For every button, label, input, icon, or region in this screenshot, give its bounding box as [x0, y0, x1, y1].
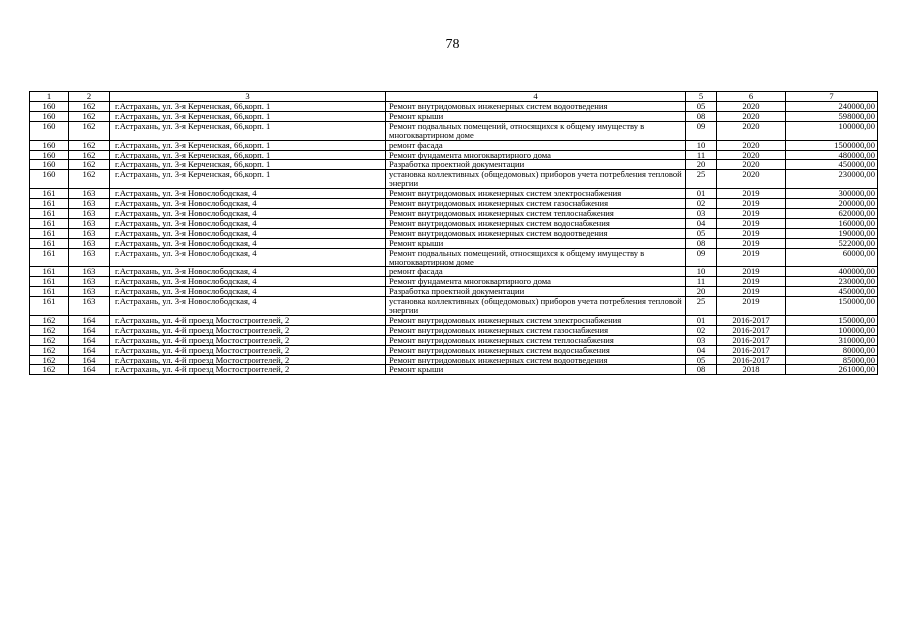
cell-house-number: 163 [69, 189, 110, 199]
cell-work-type: установка коллективных (общедомовых) приборов учета потребления тепловой энергии [386, 297, 686, 316]
column-header: 1 [30, 92, 69, 102]
cell-work-code: 03 [686, 335, 717, 345]
cell-address: г.Астрахань, ул. 3-я Новослободская, 4 [110, 189, 386, 199]
cell-address: г.Астрахань, ул. 4-й проезд Мостостроителей, 2 [110, 365, 386, 375]
cell-work-type: Ремонт внутридомовых инженерных систем газоснабжения [386, 199, 686, 209]
cell-work-code: 05 [686, 228, 717, 238]
cell-house-number: 164 [69, 355, 110, 365]
cell-period: 2016-2017 [717, 345, 786, 355]
cell-address: г.Астрахань, ул. 4-й проезд Мостостроителей, 2 [110, 345, 386, 355]
cell-row-number: 160 [30, 140, 69, 150]
cell-address: г.Астрахань, ул. 3-я Керченская, 66,корп. 1 [110, 111, 386, 121]
cell-house-number: 163 [69, 208, 110, 218]
cell-cost: 150000,00 [786, 315, 878, 325]
cell-house-number: 163 [69, 199, 110, 209]
cell-work-type: ремонт фасада [386, 140, 686, 150]
cell-cost: 85000,00 [786, 355, 878, 365]
cell-work-type: установка коллективных (общедомовых) приборов учета потребления тепловой энергии [386, 170, 686, 189]
cell-house-number: 163 [69, 238, 110, 248]
cell-work-code: 20 [686, 160, 717, 170]
table-row [30, 160, 878, 170]
cell-period: 2020 [717, 111, 786, 121]
cell-period: 2020 [717, 121, 786, 140]
cell-work-code: 10 [686, 267, 717, 277]
cell-address: г.Астрахань, ул. 3-я Новослободская, 4 [110, 277, 386, 287]
table-row [30, 111, 878, 121]
table-row [30, 365, 878, 375]
cell-address: г.Астрахань, ул. 3-я Керченская, 66,корп. 1 [110, 150, 386, 160]
cell-work-type: Ремонт внутридомовых инженерных систем теплоснабжения [386, 208, 686, 218]
cell-period: 2020 [717, 140, 786, 150]
cell-work-type: Ремонт внутридомовых инженерных систем водоотведения [386, 355, 686, 365]
column-header: 7 [786, 92, 878, 102]
table-row [30, 248, 878, 267]
cell-address: г.Астрахань, ул. 3-я Керченская, 66,корп. 1 [110, 170, 386, 189]
cell-period: 2019 [717, 228, 786, 238]
cell-house-number: 164 [69, 335, 110, 345]
cell-cost: 620000,00 [786, 208, 878, 218]
cell-row-number: 160 [30, 160, 69, 170]
cell-period: 2019 [717, 189, 786, 199]
cell-row-number: 162 [30, 315, 69, 325]
cell-address: г.Астрахань, ул. 3-я Новослободская, 4 [110, 248, 386, 267]
cell-row-number: 161 [30, 267, 69, 277]
column-header: 3 [110, 92, 386, 102]
table-row [30, 238, 878, 248]
cell-work-code: 08 [686, 111, 717, 121]
cell-work-code: 01 [686, 315, 717, 325]
cell-row-number: 161 [30, 189, 69, 199]
cell-work-type: Ремонт подвальных помещений, относящихся к общему имуществу в многоквартирном доме [386, 121, 686, 140]
table-row [30, 218, 878, 228]
cell-address: г.Астрахань, ул. 4-й проезд Мостостроителей, 2 [110, 315, 386, 325]
cell-work-code: 04 [686, 218, 717, 228]
cell-address: г.Астрахань, ул. 3-я Керченская, 66,корп. 1 [110, 102, 386, 112]
cell-cost: 190000,00 [786, 228, 878, 238]
cell-period: 2016-2017 [717, 315, 786, 325]
cell-work-type: Ремонт подвальных помещений, относящихся к общему имуществу в многоквартирном доме [386, 248, 686, 267]
cell-cost: 160000,00 [786, 218, 878, 228]
repair-schedule-table [29, 91, 878, 375]
cell-work-type: Ремонт внутридомовых инженерных систем электроснабжения [386, 315, 686, 325]
cell-cost: 400000,00 [786, 267, 878, 277]
cell-work-code: 02 [686, 199, 717, 209]
cell-work-type: Ремонт внутридомовых инженерных систем водоснабжения [386, 345, 686, 355]
cell-house-number: 163 [69, 267, 110, 277]
table-row [30, 102, 878, 112]
cell-cost: 230000,00 [786, 277, 878, 287]
cell-house-number: 164 [69, 315, 110, 325]
cell-work-type: Ремонт фундамента многоквартирного дома [386, 150, 686, 160]
cell-period: 2020 [717, 150, 786, 160]
cell-cost: 598000,00 [786, 111, 878, 121]
table-row [30, 287, 878, 297]
cell-cost: 240000,00 [786, 102, 878, 112]
cell-address: г.Астрахань, ул. 3-я Керченская, 66,корп. 1 [110, 160, 386, 170]
table-row [30, 335, 878, 345]
cell-house-number: 164 [69, 365, 110, 375]
cell-work-code: 09 [686, 121, 717, 140]
cell-row-number: 160 [30, 170, 69, 189]
cell-work-code: 11 [686, 150, 717, 160]
table-row [30, 228, 878, 238]
cell-work-type: Ремонт внутридомовых инженерных систем водоснабжения [386, 218, 686, 228]
column-header: 6 [717, 92, 786, 102]
cell-work-code: 01 [686, 189, 717, 199]
table-row [30, 170, 878, 189]
cell-address: г.Астрахань, ул. 3-я Керченская, 66,корп. 1 [110, 121, 386, 140]
cell-row-number: 161 [30, 228, 69, 238]
cell-house-number: 162 [69, 140, 110, 150]
cell-row-number: 162 [30, 365, 69, 375]
table-row [30, 297, 878, 316]
cell-cost: 450000,00 [786, 160, 878, 170]
table-row [30, 325, 878, 335]
cell-cost: 261000,00 [786, 365, 878, 375]
cell-address: г.Астрахань, ул. 3-я Керченская, 66,корп. 1 [110, 140, 386, 150]
cell-work-type: ремонт фасада [386, 267, 686, 277]
cell-work-type: Ремонт крыши [386, 238, 686, 248]
cell-row-number: 161 [30, 277, 69, 287]
cell-cost: 450000,00 [786, 287, 878, 297]
cell-work-code: 08 [686, 238, 717, 248]
cell-house-number: 162 [69, 170, 110, 189]
cell-house-number: 162 [69, 150, 110, 160]
cell-house-number: 163 [69, 228, 110, 238]
cell-work-code: 08 [686, 365, 717, 375]
cell-address: г.Астрахань, ул. 3-я Новослободская, 4 [110, 267, 386, 277]
cell-cost: 1500000,00 [786, 140, 878, 150]
cell-period: 2019 [717, 218, 786, 228]
cell-work-type: Ремонт крыши [386, 111, 686, 121]
cell-work-type: Ремонт внутридомовых инженерных систем газоснабжения [386, 325, 686, 335]
cell-row-number: 160 [30, 150, 69, 160]
cell-work-code: 25 [686, 297, 717, 316]
cell-period: 2018 [717, 365, 786, 375]
cell-period: 2016-2017 [717, 325, 786, 335]
cell-address: г.Астрахань, ул. 4-й проезд Мостостроителей, 2 [110, 335, 386, 345]
cell-work-type: Ремонт внутридомовых инженерных систем водоотведения [386, 228, 686, 238]
cell-address: г.Астрахань, ул. 4-й проезд Мостостроителей, 2 [110, 355, 386, 365]
table-body [30, 102, 878, 375]
column-header: 5 [686, 92, 717, 102]
cell-period: 2020 [717, 170, 786, 189]
cell-work-type: Разработка проектной документации [386, 287, 686, 297]
cell-house-number: 164 [69, 325, 110, 335]
cell-cost: 100000,00 [786, 325, 878, 335]
cell-cost: 200000,00 [786, 199, 878, 209]
cell-work-code: 05 [686, 355, 717, 365]
cell-period: 2019 [717, 208, 786, 218]
cell-work-code: 09 [686, 248, 717, 267]
cell-work-code: 03 [686, 208, 717, 218]
cell-work-code: 02 [686, 325, 717, 335]
cell-work-type: Разработка проектной документации [386, 160, 686, 170]
table-header-row [30, 92, 878, 102]
cell-cost: 522000,00 [786, 238, 878, 248]
cell-house-number: 162 [69, 102, 110, 112]
cell-row-number: 161 [30, 238, 69, 248]
cell-period: 2016-2017 [717, 355, 786, 365]
table-row [30, 150, 878, 160]
cell-cost: 480000,00 [786, 150, 878, 160]
cell-address: г.Астрахань, ул. 4-й проезд Мостостроителей, 2 [110, 325, 386, 335]
cell-row-number: 161 [30, 218, 69, 228]
cell-address: г.Астрахань, ул. 3-я Новослободская, 4 [110, 238, 386, 248]
cell-address: г.Астрахань, ул. 3-я Новослободская, 4 [110, 199, 386, 209]
cell-house-number: 162 [69, 160, 110, 170]
cell-period: 2019 [717, 199, 786, 209]
cell-house-number: 163 [69, 277, 110, 287]
cell-work-code: 11 [686, 277, 717, 287]
cell-house-number: 162 [69, 111, 110, 121]
cell-row-number: 160 [30, 102, 69, 112]
cell-row-number: 162 [30, 335, 69, 345]
cell-address: г.Астрахань, ул. 3-я Новослободская, 4 [110, 287, 386, 297]
table-row [30, 315, 878, 325]
cell-row-number: 160 [30, 111, 69, 121]
cell-row-number: 161 [30, 248, 69, 267]
cell-work-type: Ремонт фундамента многоквартирного дома [386, 277, 686, 287]
cell-house-number: 164 [69, 345, 110, 355]
cell-row-number: 160 [30, 121, 69, 140]
cell-period: 2020 [717, 102, 786, 112]
page-number: 78 [445, 37, 460, 52]
cell-row-number: 162 [30, 325, 69, 335]
table-row [30, 140, 878, 150]
cell-work-code: 10 [686, 140, 717, 150]
cell-address: г.Астрахань, ул. 3-я Новослободская, 4 [110, 297, 386, 316]
cell-row-number: 162 [30, 355, 69, 365]
cell-cost: 310000,00 [786, 335, 878, 345]
cell-period: 2019 [717, 238, 786, 248]
cell-house-number: 163 [69, 287, 110, 297]
table-row [30, 208, 878, 218]
cell-work-code: 05 [686, 102, 717, 112]
table-row [30, 277, 878, 287]
cell-cost: 80000,00 [786, 345, 878, 355]
table-row [30, 199, 878, 209]
cell-cost: 60000,00 [786, 248, 878, 267]
cell-cost: 300000,00 [786, 189, 878, 199]
column-header: 4 [386, 92, 686, 102]
cell-period: 2019 [717, 267, 786, 277]
cell-house-number: 163 [69, 248, 110, 267]
cell-row-number: 161 [30, 287, 69, 297]
cell-row-number: 161 [30, 199, 69, 209]
cell-cost: 150000,00 [786, 297, 878, 316]
cell-period: 2019 [717, 277, 786, 287]
cell-address: г.Астрахань, ул. 3-я Новослободская, 4 [110, 208, 386, 218]
cell-house-number: 162 [69, 121, 110, 140]
cell-row-number: 162 [30, 345, 69, 355]
table-row [30, 267, 878, 277]
cell-address: г.Астрахань, ул. 3-я Новослободская, 4 [110, 228, 386, 238]
table-row [30, 189, 878, 199]
cell-work-code: 25 [686, 170, 717, 189]
cell-work-type: Ремонт внутридомовых инженерных систем теплоснабжения [386, 335, 686, 345]
table-row [30, 121, 878, 140]
cell-period: 2019 [717, 297, 786, 316]
cell-address: г.Астрахань, ул. 3-я Новослободская, 4 [110, 218, 386, 228]
cell-work-type: Ремонт крыши [386, 365, 686, 375]
table-row [30, 345, 878, 355]
cell-cost: 100000,00 [786, 121, 878, 140]
cell-row-number: 161 [30, 208, 69, 218]
column-header: 2 [69, 92, 110, 102]
cell-work-type: Ремонт внутридомовых инженерных систем электроснабжения [386, 189, 686, 199]
cell-row-number: 161 [30, 297, 69, 316]
cell-cost: 230000,00 [786, 170, 878, 189]
cell-work-code: 04 [686, 345, 717, 355]
cell-house-number: 163 [69, 297, 110, 316]
cell-period: 2020 [717, 160, 786, 170]
cell-house-number: 163 [69, 218, 110, 228]
table-row [30, 355, 878, 365]
cell-work-type: Ремонт внутридомовых инженерных систем водоотведения [386, 102, 686, 112]
cell-period: 2019 [717, 287, 786, 297]
cell-period: 2019 [717, 248, 786, 267]
cell-work-code: 20 [686, 287, 717, 297]
cell-period: 2016-2017 [717, 335, 786, 345]
